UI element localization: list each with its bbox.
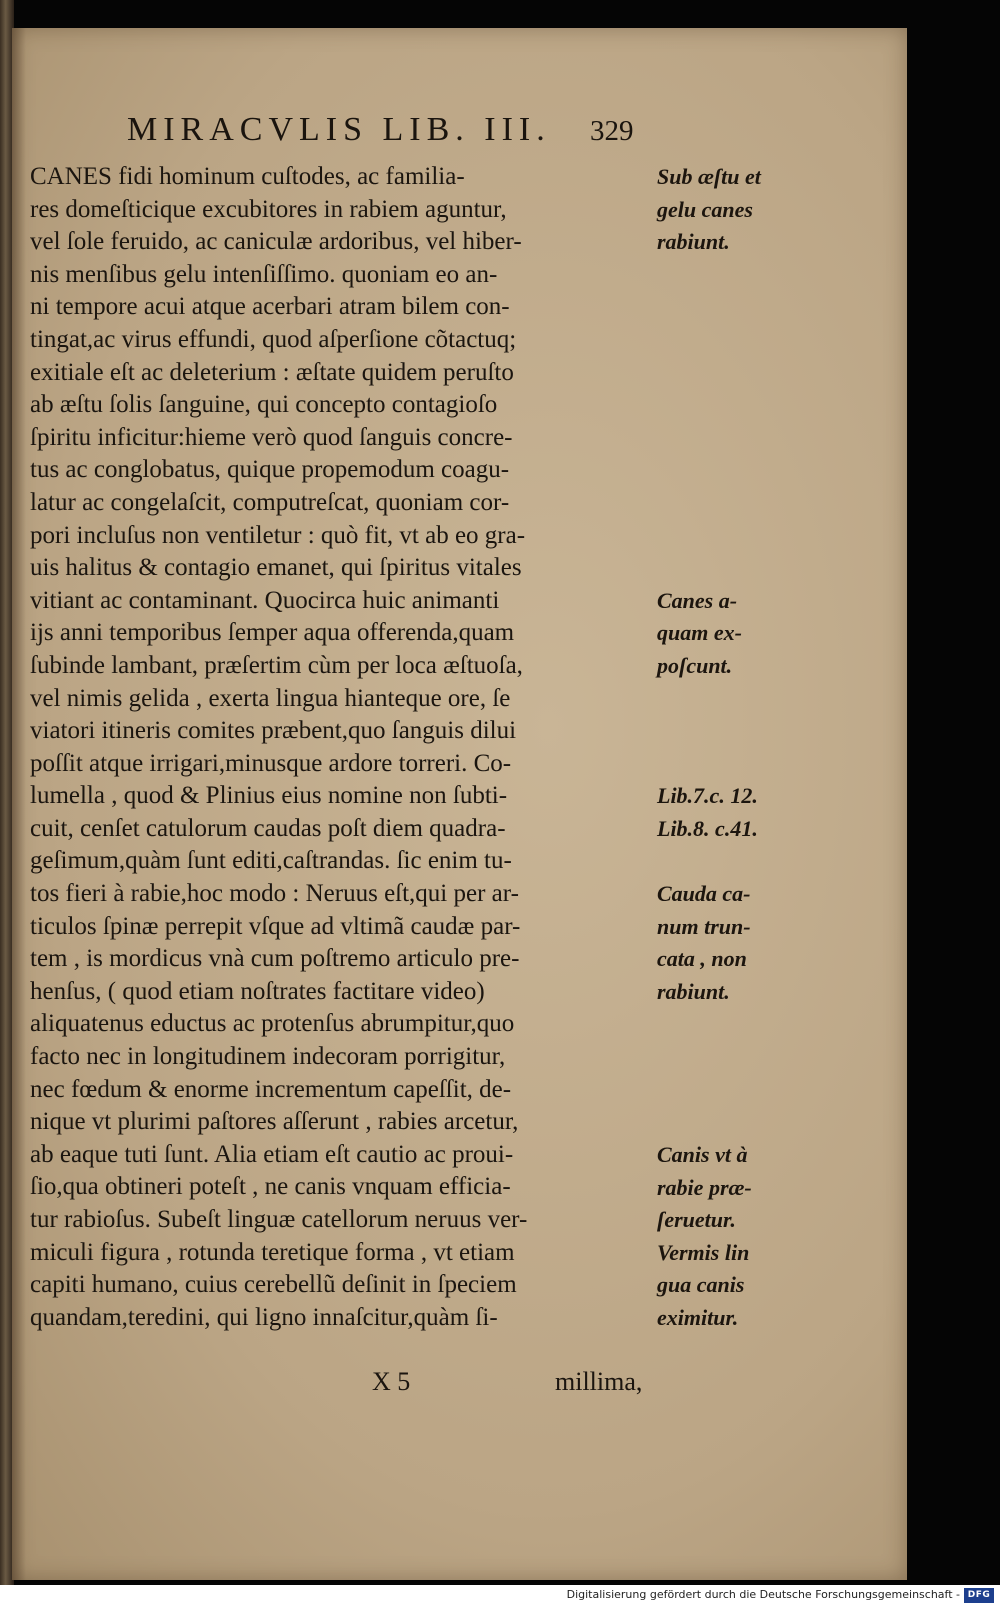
marginal-note-line: Lib.7.c. 12. xyxy=(657,783,758,809)
text-line: cuit, cenſet catulorum caudas poſt diem quadra- xyxy=(30,814,506,842)
text-line: ticulos ſpinæ perrepit vſque ad vltimã caudæ par- xyxy=(30,912,521,940)
text-line: vel ſole feruido, ac caniculæ ardoribus, vel hiber- xyxy=(30,228,522,256)
marginal-note-line: Canis vt à xyxy=(657,1142,748,1167)
dfg-logo-icon: DFG xyxy=(964,1588,994,1603)
marginal-note-line: gelu canes xyxy=(657,196,753,222)
digitization-credit-bar xyxy=(0,1585,1000,1607)
text-line: tem , is mordicus vnà cum poſtremo articulo pre- xyxy=(30,945,520,973)
marginal-note-line: poſcunt. xyxy=(657,652,733,678)
text-line: facto nec in longitudinem indecoram porrigitur, xyxy=(30,1043,506,1071)
text-line: tingat,ac virus effundi, quod aſperſione cõtactuq; xyxy=(30,325,517,353)
text-line: poſſit atque irrigari,minusque ardore torreri. Co- xyxy=(30,749,512,777)
running-head: MIRACVLIS LIB. III. xyxy=(127,111,551,148)
text-line: geſimum,quàm ſunt editi,caſtrandas. ſic enim tu- xyxy=(30,847,512,875)
text-line: uis halitus & contagio emanet, qui ſpiritus vitales xyxy=(30,554,522,582)
marginal-note-line: Vermis lin xyxy=(657,1239,750,1265)
marginal-note-line: Lib.8. c.41. xyxy=(657,816,758,841)
text-line: tur rabioſus. Subeſt linguæ catellorum neruus ver- xyxy=(30,1206,528,1233)
page-header xyxy=(0,111,1000,151)
catchword: millima, xyxy=(555,1367,643,1396)
text-line: pori incluſus non ventiletur : quò fit, vt ab eo gra- xyxy=(30,521,526,549)
marginal-note-line: rabiunt. xyxy=(657,229,730,255)
text-line: latur ac congelaſcit, computreſcat, quoniam cor- xyxy=(30,488,510,516)
text-line: nis menſibus gelu intenſiſſimo. quoniam eo an- xyxy=(30,260,498,288)
text-line: henſus, ( quod etiam noſtrates factitare video) xyxy=(30,977,485,1005)
text-line: ſpiritu inficitur:hieme verò quod ſanguis concre- xyxy=(30,423,513,451)
text-line: ab æſtu ſolis ſanguine, qui concepto contagioſo xyxy=(30,391,498,419)
marginal-note-line: eximitur. xyxy=(657,1304,739,1330)
marginal-note-line: quam ex- xyxy=(657,620,742,646)
text-line: quandam,teredini, qui ligno innaſcitur,quàm ſi- xyxy=(30,1303,498,1331)
credit-text: Digitalisierung gefördert durch die Deutsche Forschungsgemeinschaft - xyxy=(566,1588,960,1601)
main-text-block xyxy=(30,161,665,1334)
text-line: tus ac conglobatus, quique propemodum coagu- xyxy=(30,456,510,484)
marginal-note-line: num trun- xyxy=(657,913,751,939)
text-line: capiti humano, cuius cerebellũ deſinit in ſpeciem xyxy=(30,1271,517,1299)
marginal-note-line: rabie præ- xyxy=(657,1174,752,1200)
text-line: exitiale eſt ac deleterium : æſtate quidem peruſto xyxy=(30,358,514,386)
text-line: res domeſticique excubitores in rabiem aguntur, xyxy=(30,195,507,223)
text-line: tos fieri à rabie,hoc modo : Neruus eſt,qui per ar- xyxy=(30,880,519,908)
text-line: ni tempore acui atque acerbari atram bilem con- xyxy=(30,293,510,321)
text-line: vitiant ac contaminant. Quocirca huic animanti xyxy=(30,586,500,614)
marginal-note-line: Cauda ca- xyxy=(657,881,751,907)
text-line: aliquatenus eductus ac protenſus abrumpitur,quo xyxy=(30,1010,515,1038)
marginal-note-line: Canes a- xyxy=(657,587,738,613)
text-line: lumella , quod & Plinius eius nomine non ſubti- xyxy=(30,782,508,810)
text-line: miculi figura , rotunda teretique forma , vt etiam xyxy=(30,1238,515,1266)
marginal-note-line: Sub æſtu et xyxy=(657,164,761,189)
text-line: ab eaque tuti ſunt. Alia etiam eſt cautio ac proui- xyxy=(30,1140,514,1168)
text-line: nique vt plurimi paſtores aſſerunt , rabies arcetur, xyxy=(30,1108,519,1136)
text-line: CANES fidi hominum cuſtodes, ac familia- xyxy=(30,163,465,190)
marginal-note-line: ſeruetur. xyxy=(657,1207,736,1233)
text-line: ſubinde lambant, præſertim cùm per loca æſtuoſa, xyxy=(30,651,523,679)
page-number: 329 xyxy=(590,115,634,147)
signature-mark: X 5 xyxy=(372,1367,411,1396)
text-line: ijs anni temporibus ſemper aqua offerenda,quam xyxy=(30,619,515,647)
text-line: viatori itineris comites præbent,quo ſanguis dilui xyxy=(30,717,517,745)
marginal-note-line: gua canis xyxy=(657,1272,745,1298)
page-footer xyxy=(0,1367,1000,1403)
marginal-note-line: rabiunt. xyxy=(657,978,730,1004)
marginal-note-line: cata , non xyxy=(657,946,747,972)
text-line: vel nimis gelida , exerta lingua hianteque ore, ſe xyxy=(30,684,511,712)
text-line: ſio,qua obtineri poteſt , ne canis vnquam efficia- xyxy=(30,1173,511,1201)
text-line: nec fœdum & enorme incrementum capeſſit, de- xyxy=(30,1075,512,1103)
page-gutter-shadow xyxy=(12,28,26,1580)
